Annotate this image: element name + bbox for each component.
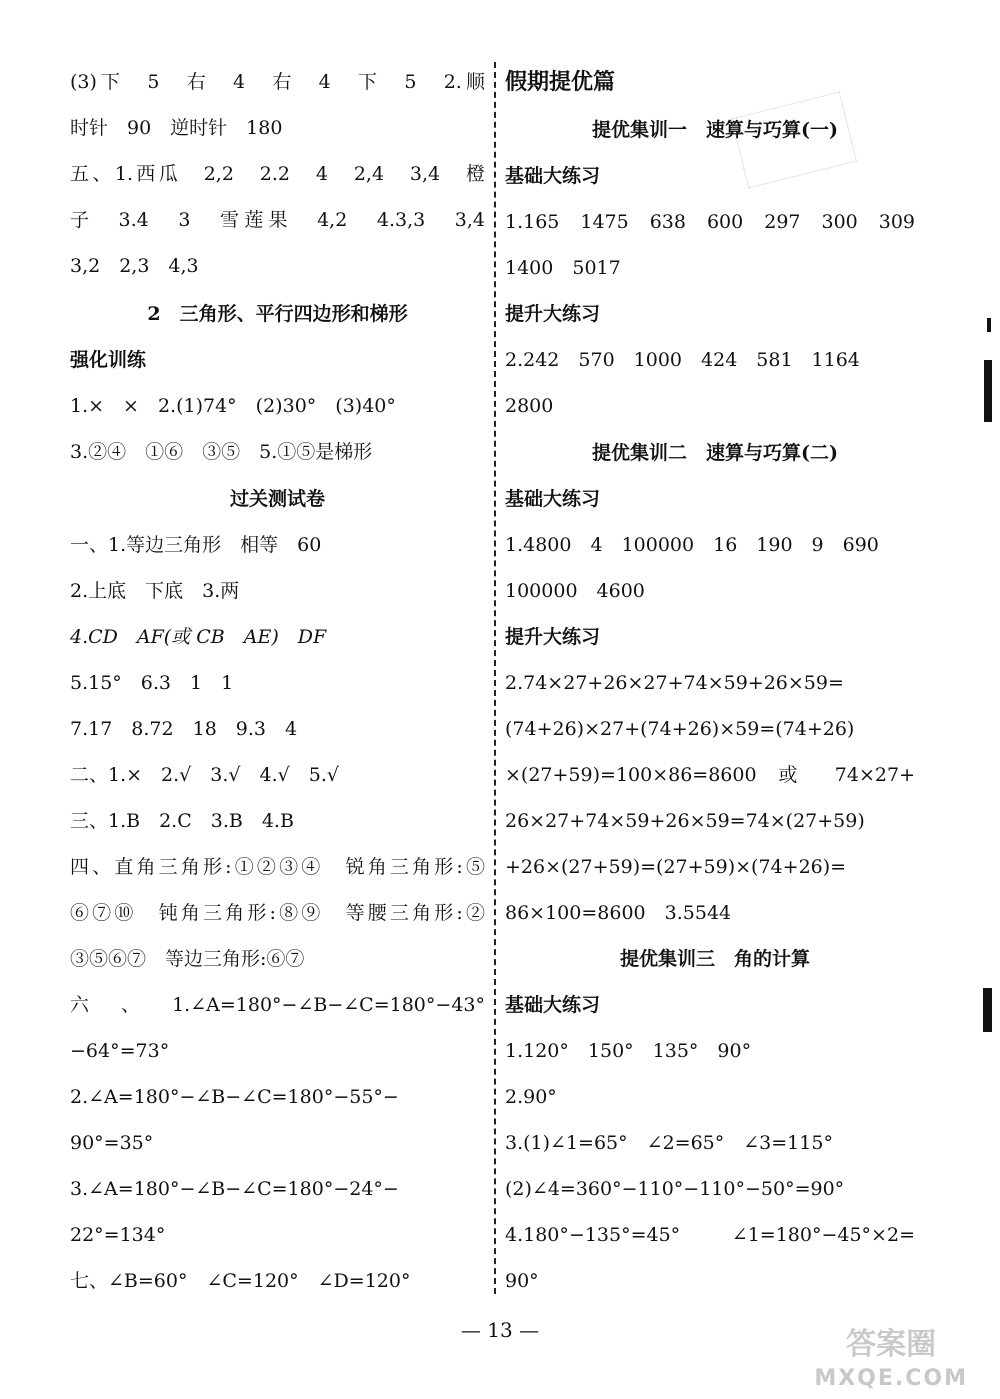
answer-line: ×(27+59)=100×86=8600 或 74×27+ <box>505 764 915 786</box>
answer-line: (2)∠4=360°−110°−110°−50°=90° <box>505 1178 845 1200</box>
answer-line: 7.17 8.72 18 9.3 4 <box>70 718 298 740</box>
answer-line: 90° <box>505 1270 539 1292</box>
answer-line: 2.242 570 1000 424 581 1164 <box>505 349 860 371</box>
subsection-heading: 提升大练习 <box>505 626 601 648</box>
answer-line: 七、∠B=60° ∠C=120° ∠D=120° <box>70 1270 411 1292</box>
answer-line: 二、1.× 2.√ 3.√ 4.√ 5.√ <box>70 764 339 786</box>
answer-line: 4.CD AF(或 CB AE) DF <box>70 626 327 648</box>
answer-line: 2.74×27+26×27+74×59+26×59= <box>505 672 844 694</box>
answer-line: 1.× × 2.(1)74° (2)30° (3)40° <box>70 395 396 417</box>
answer-line: (74+26)×27+(74+26)×59=(74+26) <box>505 718 855 740</box>
scan-mark <box>987 318 991 332</box>
answer-line: 3,2 2,3 4,3 <box>70 255 199 277</box>
answer-line: 86×100=8600 3.5544 <box>505 902 732 924</box>
subsection-heading: 提升大练习 <box>505 303 601 325</box>
answer-line: 三、1.B 2.C 3.B 4.B <box>70 810 294 832</box>
answer-line: 2.∠A=180°−∠B−∠C=180°−55°− <box>70 1086 399 1108</box>
answer-line: 1.120° 150° 135° 90° <box>505 1040 752 1062</box>
watermark-url: MXQE.COM <box>814 1366 968 1391</box>
page-number: — 13 — <box>460 1318 540 1342</box>
subsection-heading: 基础大练习 <box>505 488 601 510</box>
answer-line: (3)下 5 右 4 右 4 下 5 2.顺 <box>70 71 485 93</box>
answer-line: ③⑤⑥⑦ 等边三角形:⑥⑦ <box>70 948 305 970</box>
answer-line: 2.上底 下底 3.两 <box>70 580 240 602</box>
answer-line: 1.165 1475 638 600 297 300 309 <box>505 211 915 233</box>
answer-line: 2800 <box>505 395 554 417</box>
watermark-text: 答案圈 <box>846 1327 937 1362</box>
answer-line: 3.(1)∠1=65° ∠2=65° ∠3=115° <box>505 1132 833 1154</box>
answer-line: +26×(27+59)=(27+59)×(74+26)= <box>505 856 847 878</box>
section-title: 过关测试卷 <box>229 488 325 510</box>
subsection-heading: 基础大练习 <box>505 994 601 1016</box>
answer-line: 3.∠A=180°−∠B−∠C=180°−24°− <box>70 1178 399 1200</box>
answer-line: ⑥⑦⑩ 钝角三角形:⑧⑨ 等腰三角形:② <box>70 902 485 924</box>
scan-mark <box>984 360 992 422</box>
answer-line: 时针 90 逆时针 180 <box>70 117 283 139</box>
section-title: 2 三角形、平行四边形和梯形 <box>147 303 408 325</box>
answer-line: 90°=35° <box>70 1132 154 1154</box>
section-title: 提优集训三 角的计算 <box>619 948 810 970</box>
answer-line: 一、1.等边三角形 相等 60 <box>70 534 322 556</box>
answer-line: 100000 4600 <box>505 580 645 602</box>
scan-mark <box>983 988 992 1032</box>
section-title: 提优集训二 速算与巧算(二) <box>592 442 838 464</box>
answer-line: 22°=134° <box>70 1224 166 1246</box>
section-title: 提优集训一 速算与巧算(一) <box>592 119 838 141</box>
watermark-logo <box>814 1328 968 1396</box>
answer-line: 3.②④ ①⑥ ③⑤ 5.①⑤是梯形 <box>70 441 373 463</box>
answer-line: 1.4800 4 100000 16 190 9 690 <box>505 534 879 556</box>
answer-line: 4.180°−135°=45° ∠1=180°−45°×2= <box>505 1224 915 1246</box>
answer-line: 26×27+74×59+26×59=74×(27+59) <box>505 810 865 832</box>
answer-line: 5.15° 6.3 1 1 <box>70 672 234 694</box>
answer-line: 2.90° <box>505 1086 557 1108</box>
subsection-heading: 强化训练 <box>70 349 147 371</box>
answer-line: 1400 5017 <box>505 257 621 279</box>
answer-line: 五、1.西瓜 2,2 2.2 4 2,4 3,4 橙 <box>70 163 485 185</box>
column-divider <box>494 62 496 1294</box>
answer-line: 六、1.∠A=180°−∠B−∠C=180°−43° <box>70 994 485 1016</box>
answer-line: 四、直角三角形:①②③④ 锐角三角形:⑤ <box>70 856 485 878</box>
part-title: 假期提优篇 <box>505 69 616 95</box>
answer-line: 子 3.4 3 雪莲果 4,2 4.3,3 3,4 <box>70 209 485 231</box>
answer-line: −64°=73° <box>70 1040 170 1062</box>
subsection-heading: 基础大练习 <box>505 165 601 187</box>
